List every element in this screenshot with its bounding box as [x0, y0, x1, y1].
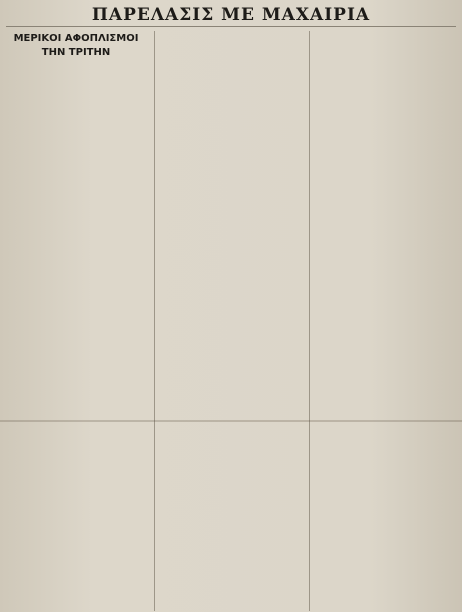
column-3: [309, 31, 456, 611]
article-columns: [6, 31, 456, 611]
section-subhead: ΤΗΝ ΤΡΙΤΗΝ: [41, 46, 111, 58]
fold-crease: [0, 420, 462, 422]
column-1: [6, 31, 146, 611]
section-subhead: ΜΕΡΙΚΟΙ ΑΦΟΠΛΙΣΜΟΙ: [13, 33, 139, 44]
column-2: [154, 31, 301, 611]
headline: ΠΑΡΕΛΑΣΙΣ ΜΕ ΜΑΧΑΙΡΙΑ: [6, 4, 456, 27]
